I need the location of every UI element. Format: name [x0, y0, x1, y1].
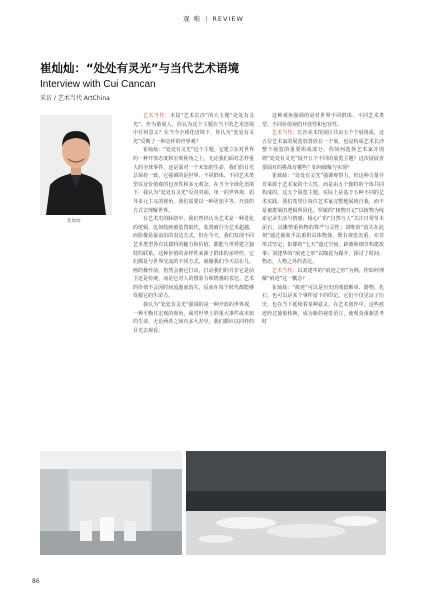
running-header	[0, 14, 427, 23]
paragraph	[262, 129, 384, 172]
paragraph	[262, 172, 384, 267]
header-divider: |	[205, 15, 209, 23]
text-column-left	[133, 112, 254, 335]
page-number: 86	[32, 578, 40, 585]
exhibition-photo-right	[186, 451, 386, 555]
interviewer-label: 艺术当代：	[272, 267, 298, 274]
paragraph-text: 长沙美术馆展区共由五个个展组成，这五位艺术家的展览放置放在一个展，也是构成艺术长沙整个展览的重要组成部分。你如何选择艺术家并围绕“处处有灵光”展开五个不同的展览主题？这次展展青要面对的挑战有哪些？如何破解与实现？	[262, 130, 384, 171]
gallery-interior-illustration	[40, 451, 182, 555]
paragraph	[262, 112, 384, 129]
paragraph-text: 崔灿灿：“痕迹”可以是历史的残留断章、器物、化石，也可以是某个事件留下的印记。它们不仅见证了历史，也在当下延续着某种意义。在艺术创作中，这些痕迹经过抽象转换，成为新的视觉语言，使观众重新思考时	[262, 284, 384, 326]
byline: 采访 / 艺术当代 ArtChina	[40, 95, 110, 102]
installation-illustration	[186, 451, 386, 555]
text-column-right	[262, 112, 384, 327]
paragraph	[133, 146, 254, 215]
portrait-photo	[40, 115, 112, 215]
exhibition-photo-left	[40, 451, 182, 555]
paragraph-text: 我认为“处处有灵光”强调的是一种开放的世界观，一种平衡且宏观的视角，面对世界上的重大事件或未知的生命，无论两者之间有多大差异，我们都应以同样的目光去观看。	[133, 302, 254, 334]
section-en: REVIEW	[212, 15, 244, 23]
paragraph	[262, 284, 384, 327]
paragraph-text: 以刘建华的“痕迹之形”为例，你如何理解“痕迹”这一概念？	[262, 267, 384, 283]
paragraph	[133, 112, 254, 146]
paragraph-text: 在艺术史的脉络中，我们曾经认为艺术是一种进化的逻辑，比如绘画被装置取代，装置被行为艺术超越，而影像是最前沿的表达方式。但在今天，我们发现不同艺术类型各有其独特的魅力和价值，都能与世界建立独特的联系。这种价值的多样性来源于群体的多样性，它们都是与世界交流的不同方式。就像我们今天站在几、画的操作前，仍然会被它打动，打动我们的并非它是前卫还是传统，而是它对人的想象力和情感的表达。艺术的价值不会因时间流逝而消失，反而在每个时代都能够发掘它的生命力。	[133, 216, 254, 300]
paragraph-text: 本届“艺术长沙”的大主题“处处有灵光”，作为策展人，你认为这个主题在当下的艺术语境中有何意义？在当今全球化语境下，你认为“处处有灵光”反映了一种怎样的世界观？	[133, 113, 254, 145]
portrait-illustration	[40, 115, 112, 215]
paragraph	[262, 267, 384, 284]
photo-caption: 崔灿灿	[67, 219, 81, 224]
article-title: 崔灿灿：“处处有灵光”与当代艺术语境	[40, 61, 240, 75]
paragraph	[133, 215, 254, 301]
paragraph	[133, 301, 254, 335]
article-subtitle-en: Interview with Cui Cancan	[40, 79, 156, 90]
paragraph-text: 这种观角强调的是对世界不同群体、不同艺术类型、不同价值观的开放性和包容性。	[262, 113, 384, 128]
interviewer-label: 艺术当代：	[272, 130, 298, 137]
interviewer-label: 艺术当代：	[143, 113, 170, 119]
section-cn: 观 唯	[183, 15, 202, 23]
paragraph-text: 崔灿灿：“处处有灵光”强调观察力，但这种力量并非来源于艺术家的个人性，而是由五个独特的个体共同构成的。这五个展览主题，实际上是基于五种不同的艺术实践，我们希望让每位艺术家完整地展现自我，而不是被群展的逻辑所同化。罗敏的“植物日记”以植物为线索记录生活与情感；杨心广的“自然与人”关注日常草木泥石，以雕塑重构物的尊严与灵性；刘唯的“消失在此刻”通过抽象手法重组具体物体，既有视觉沉重，亦非形式坚定；影像的“七天”通过空间、距离和细节构建故事；刘建华的“痕迹之形”以陶瓷为媒介，探讨了时间、物态、人物之外的表达。	[262, 173, 384, 266]
paragraph-text: 崔灿灿：“处处有灵光”这个主题，它建立在对世界的一种开放态度和宏观视角之上，无论我们面对怎样重大的全球事件，还是面对一个未知的生命，我们的目光总保持一致。它强调的是世界、不同群体、不同艺术类型以及价值观的包容性和多元观念。在当今全球化语境下，我认为“处处有灵光”反对对面、单一的世界观，倡导多元主义的视角。我们需要以一种更加平等、开放的方式去理解世界。	[133, 147, 254, 214]
